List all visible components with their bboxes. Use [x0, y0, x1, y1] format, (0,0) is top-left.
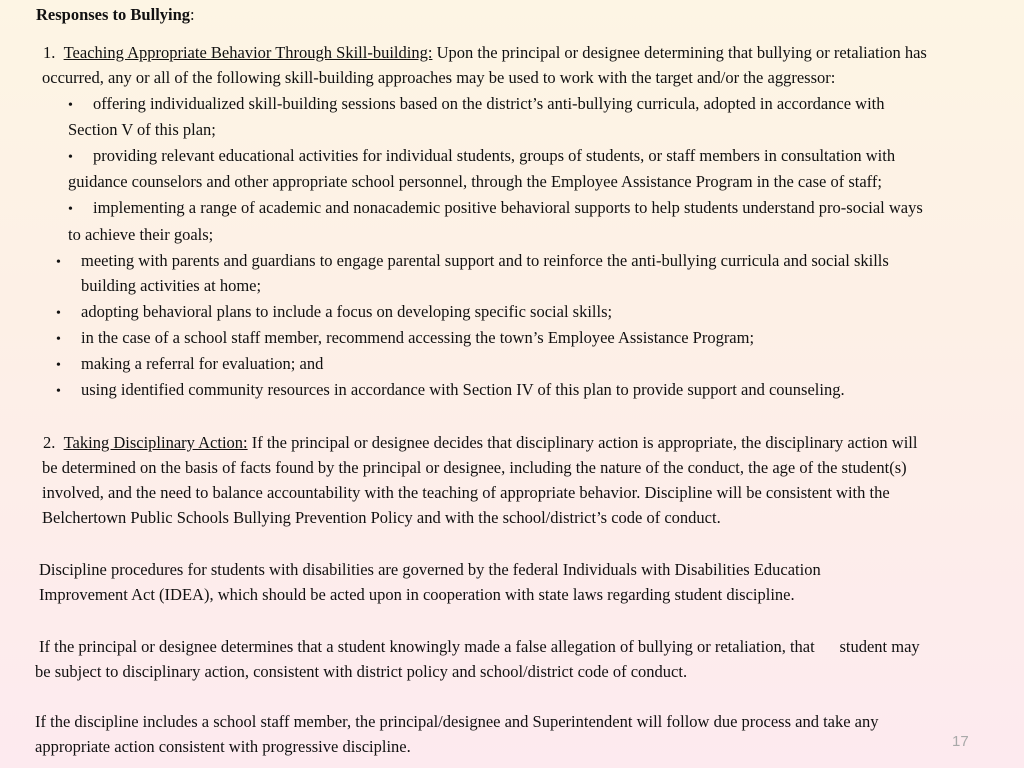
- bullet-text: in the case of a school staff member, recommend accessing the town’s Employee Assistance Program;: [81, 328, 755, 347]
- bullet-text: meeting with parents and guardians to engage parental support and to reinforce the anti-bullying curricula and social skills: [81, 251, 889, 270]
- section2-number: 2.: [43, 433, 56, 452]
- bullet-text: offering individualized skill-building sessions based on the district’s anti-bullying curricula, adopted in accordance with: [93, 94, 885, 113]
- staff-paragraph-line2: appropriate action consistent with progressive discipline.: [35, 737, 411, 756]
- page-heading: [36, 2, 195, 27]
- bullet-item-7: [56, 351, 323, 378]
- bullet-icon: •: [68, 98, 73, 113]
- bullet-icon: •: [68, 202, 73, 217]
- bullet-item-8: [56, 377, 845, 404]
- bullet-icon: •: [56, 255, 61, 270]
- bullet-item-1: [68, 91, 885, 118]
- bullet-text: using identified community resources in accordance with Section IV of this plan to provide support and counseling.: [81, 380, 845, 399]
- bullet-text: implementing a range of academic and nonacademic positive behavioral supports to help students understand pro-social ways: [93, 198, 923, 217]
- section1-intro-line1: [43, 40, 927, 65]
- bullet-item-5: [56, 299, 612, 326]
- bullet-item-4: [56, 248, 889, 275]
- disabilities-paragraph-line2: Improvement Act (IDEA), which should be acted upon in cooperation with state laws regarding student discipline.: [39, 585, 795, 604]
- bullet-icon: •: [56, 358, 61, 373]
- bullet-text: providing relevant educational activities for individual students, groups of students, or staff members in consultation with: [93, 146, 896, 165]
- bullet-icon: •: [56, 384, 61, 399]
- section2-line1: [43, 430, 917, 455]
- staff-paragraph-line1: If the discipline includes a school staff member, the principal/designee and Superintendent will follow due process and take any: [35, 712, 879, 731]
- bullet-item-6: [56, 325, 754, 352]
- section2-line3: involved, and the need to balance accountability with the teaching of appropriate behavior. Discipline will be consistent with the: [42, 483, 890, 502]
- bullet-item-4-cont: building activities at home;: [81, 276, 262, 295]
- bullet-text: adopting behavioral plans to include a focus on developing specific social skills;: [81, 302, 613, 321]
- bullet-text: making a referral for evaluation; and: [81, 354, 324, 373]
- section2-line2: be determined on the basis of facts found by the principal or designee, including the nature of the conduct, the age of the student(s): [42, 458, 907, 477]
- section1-title: Teaching Appropriate Behavior Through Skill-building:: [63, 43, 433, 62]
- section1-intro-line2: occurred, any or all of the following skill-building approaches may be used to work with the target and/or the aggressor:: [42, 68, 836, 87]
- bullet-item-3-cont: to achieve their goals;: [68, 225, 214, 244]
- bullet-item-3: [68, 195, 923, 222]
- false-allegation-paragraph-line2: be subject to disciplinary action, consistent with district policy and school/district code of conduct.: [35, 662, 688, 681]
- section2-line4: Belchertown Public Schools Bullying Prevention Policy and with the school/district’s code of conduct.: [42, 508, 721, 527]
- bullet-icon: •: [68, 150, 73, 165]
- bullet-item-2: [68, 143, 895, 170]
- bullet-icon: •: [56, 306, 61, 321]
- bullet-icon: •: [56, 332, 61, 347]
- section2-title: Taking Disciplinary Action:: [63, 433, 248, 452]
- disabilities-paragraph-line1: Discipline procedures for students with disabilities are governed by the federal Individuals with Disabilities Education: [39, 560, 821, 579]
- section2-text: If the principal or designee decides that disciplinary action is appropriate, the disciplinary action will: [247, 433, 918, 452]
- section1-number: 1.: [43, 43, 56, 62]
- bullet-item-1-cont: Section V of this plan;: [68, 120, 216, 139]
- false-allegation-paragraph-line1: If the principal or designee determines that a student knowingly made a false allegation of bullying or retaliation, that student may: [39, 637, 920, 656]
- page-number: 17: [952, 733, 969, 750]
- section1-intro-text: Upon the principal or designee determining that bullying or retaliation has: [432, 43, 927, 62]
- heading-title: Responses to Bullying: [36, 5, 191, 24]
- bullet-item-2-cont: guidance counselors and other appropriate school personnel, through the Employee Assistance Program in the case of staff;: [68, 172, 882, 191]
- heading-colon: :: [190, 5, 195, 24]
